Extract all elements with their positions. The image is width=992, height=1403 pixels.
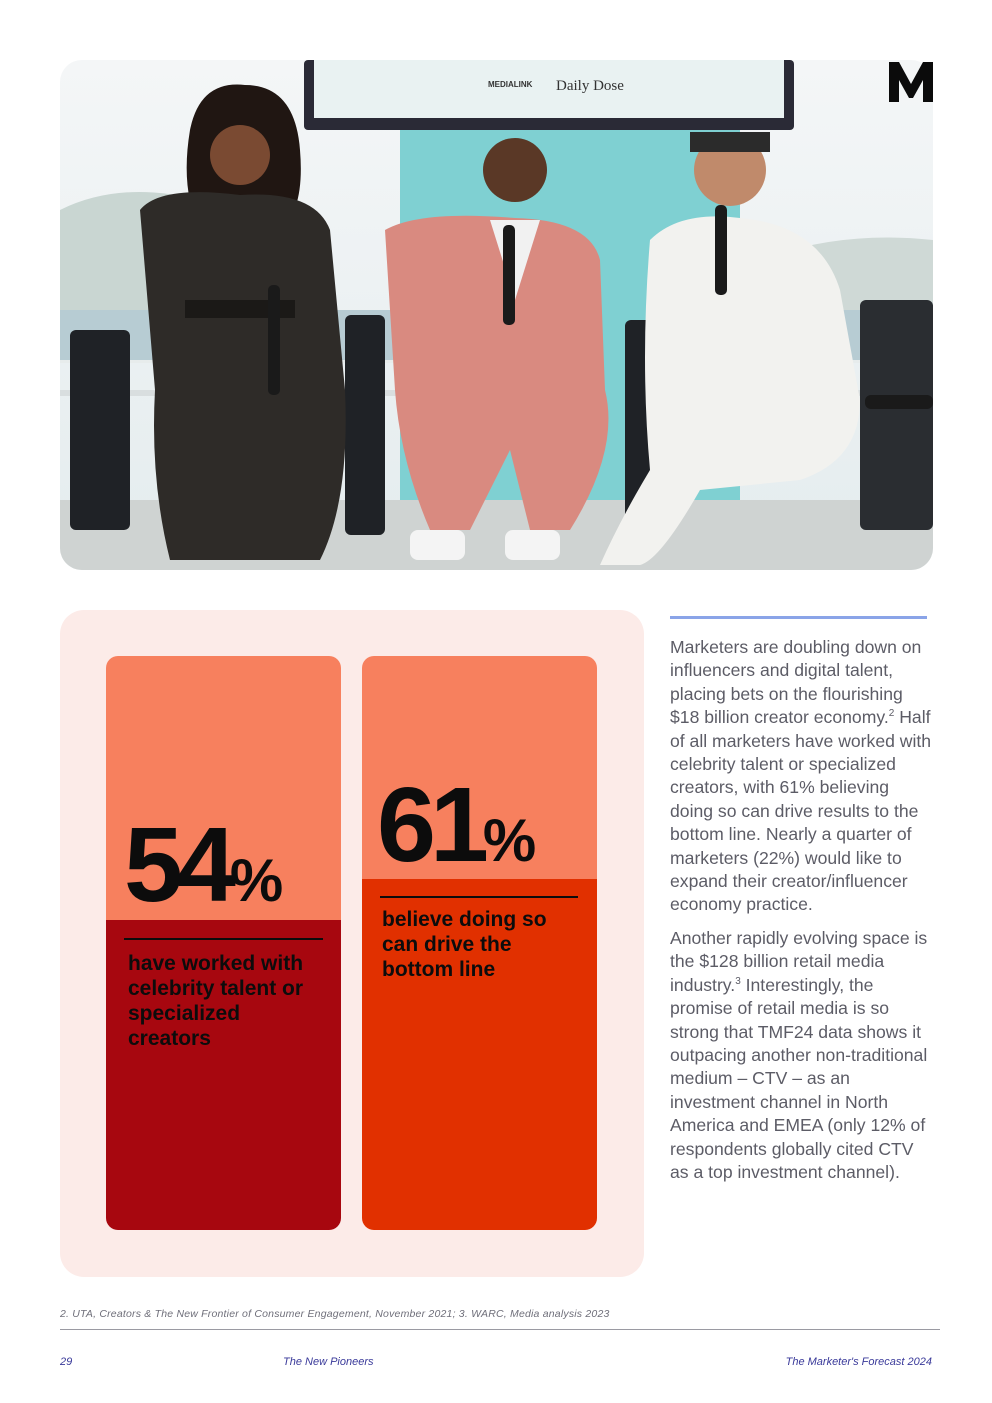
accent-divider <box>670 616 927 619</box>
screen-title: Daily Dose <box>556 78 624 94</box>
stat-divider <box>124 938 323 940</box>
footnote: 2. UTA, Creators & The New Frontier of Consumer Engagement, November 2021; 3. WARC, Media analysis 2023 <box>60 1308 610 1320</box>
stat-unit: % <box>229 847 282 914</box>
document-title: The Marketer's Forecast 2024 <box>785 1356 932 1368</box>
event-photo <box>60 60 933 570</box>
body-text-column <box>670 616 932 1194</box>
section-name: The New Pioneers <box>283 1356 374 1368</box>
screen-logo: MEDIALINK <box>488 80 533 89</box>
stat-description: have worked with celebrity talent or specialized creators <box>128 952 304 1050</box>
body-paragraph-1: Marketers are doubling down on influencers and digital talent, placing bets on the flourishing $18 billion creator economy.$^2$ Half of all marketers have worked with celebrity talent or specialized creators, with 61% believing doing so can drive results to the bottom line. Nearly a quarter of marketers (22%) would like to expand their creator/influencer economy practice. <box>670 637 932 915</box>
stat-unit: % <box>482 807 535 874</box>
brand-logo <box>887 58 935 104</box>
stat-divider <box>380 896 578 898</box>
footer-divider <box>60 1329 940 1330</box>
stat-number: 61% <box>377 766 535 884</box>
stat-description: believe doing so can drive the bottom line <box>382 908 547 981</box>
stat-card-61 <box>362 656 597 1230</box>
stat-number: 54% <box>124 806 282 924</box>
footnote-ref: 2 <box>888 708 895 720</box>
page-number: 29 <box>60 1356 73 1368</box>
body-paragraph-2: Another rapidly evolving space is the $128 billion retail media industry.$^3$ Interestingly, the promise of retail media is so strong that TMF24 data shows it outpacing another non-traditional medium – CTV – as an investment channel in North America and EMEA (only 12% of respondents globally cited CTV as a top investment channel). <box>670 927 928 1182</box>
footnote-ref: 3 <box>735 975 741 987</box>
stat-card-54 <box>106 656 341 1230</box>
